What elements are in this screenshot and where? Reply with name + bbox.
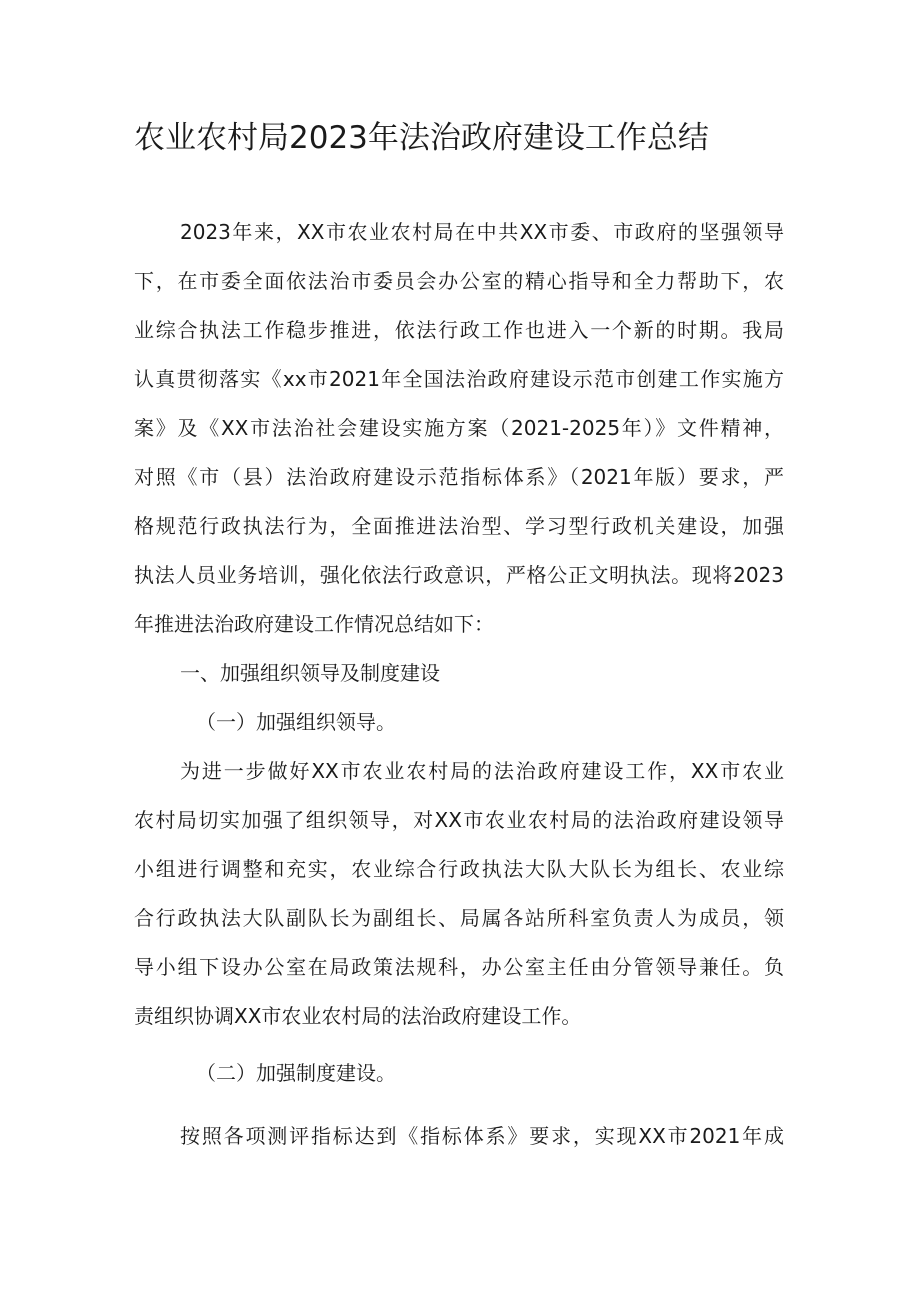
paragraph-line: 农村局切实加强了组织领导，对XX市农业农村局的法治政府建设领导 <box>134 808 784 832</box>
paragraph-line: 执法人员业务培训，强化依法行政意识，严格公正文明执法。现将2023 <box>134 563 784 587</box>
paragraph-line: 为进一步做好XX市农业农村局的法治政府建设工作，XX市农业 <box>180 759 784 783</box>
document-title: 农业农村局2023年法治政府建设工作总结 <box>134 120 709 156</box>
paragraph-line: 小组进行调整和充实，农业综合行政执法大队大队长为组长、农业综 <box>134 857 784 881</box>
paragraph-line: 责组织协调XX市农业农村局的法治政府建设工作。 <box>134 1004 582 1028</box>
section-heading: 一、加强组织领导及制度建设 <box>180 661 440 685</box>
paragraph-line: 年推进法治政府建设工作情况总结如下： <box>134 612 494 636</box>
paragraph-line: 格规范行政执法行为，全面推进法治型、学习型行政机关建设，加强 <box>134 514 784 538</box>
paragraph-line: 按照各项测评指标达到《指标体系》要求，实现XX市2021年成 <box>180 1124 784 1148</box>
paragraph-line: 案》及《XX市法治社会建设实施方案（2021-2025年）》文件精神， <box>134 416 784 440</box>
paragraph-line: 业综合执法工作稳步推进，依法行政工作也进入一个新的时期。我局 <box>134 318 784 342</box>
paragraph-line: 导小组下设办公室在局政策法规科，办公室主任由分管领导兼任。负 <box>134 955 784 979</box>
paragraph-line: 2023年来，XX市农业农村局在中共XX市委、市政府的坚强领导 <box>180 220 784 244</box>
paragraph-line: 合行政执法大队副队长为副组长、局属各站所科室负责人为成员，领 <box>134 906 784 930</box>
subsection-heading: （一）加强组织领导。 <box>196 710 396 734</box>
paragraph-line: 对照《市（县）法治政府建设示范指标体系》（2021年版）要求，严 <box>134 465 784 489</box>
paragraph-line: 下，在市委全面依法治市委员会办公室的精心指导和全力帮助下，农 <box>134 269 784 293</box>
paragraph-line: 认真贯彻落实《xx市2021年全国法治政府建设示范市创建工作实施方 <box>134 367 784 391</box>
subsection-heading: （二）加强制度建设。 <box>196 1061 396 1085</box>
